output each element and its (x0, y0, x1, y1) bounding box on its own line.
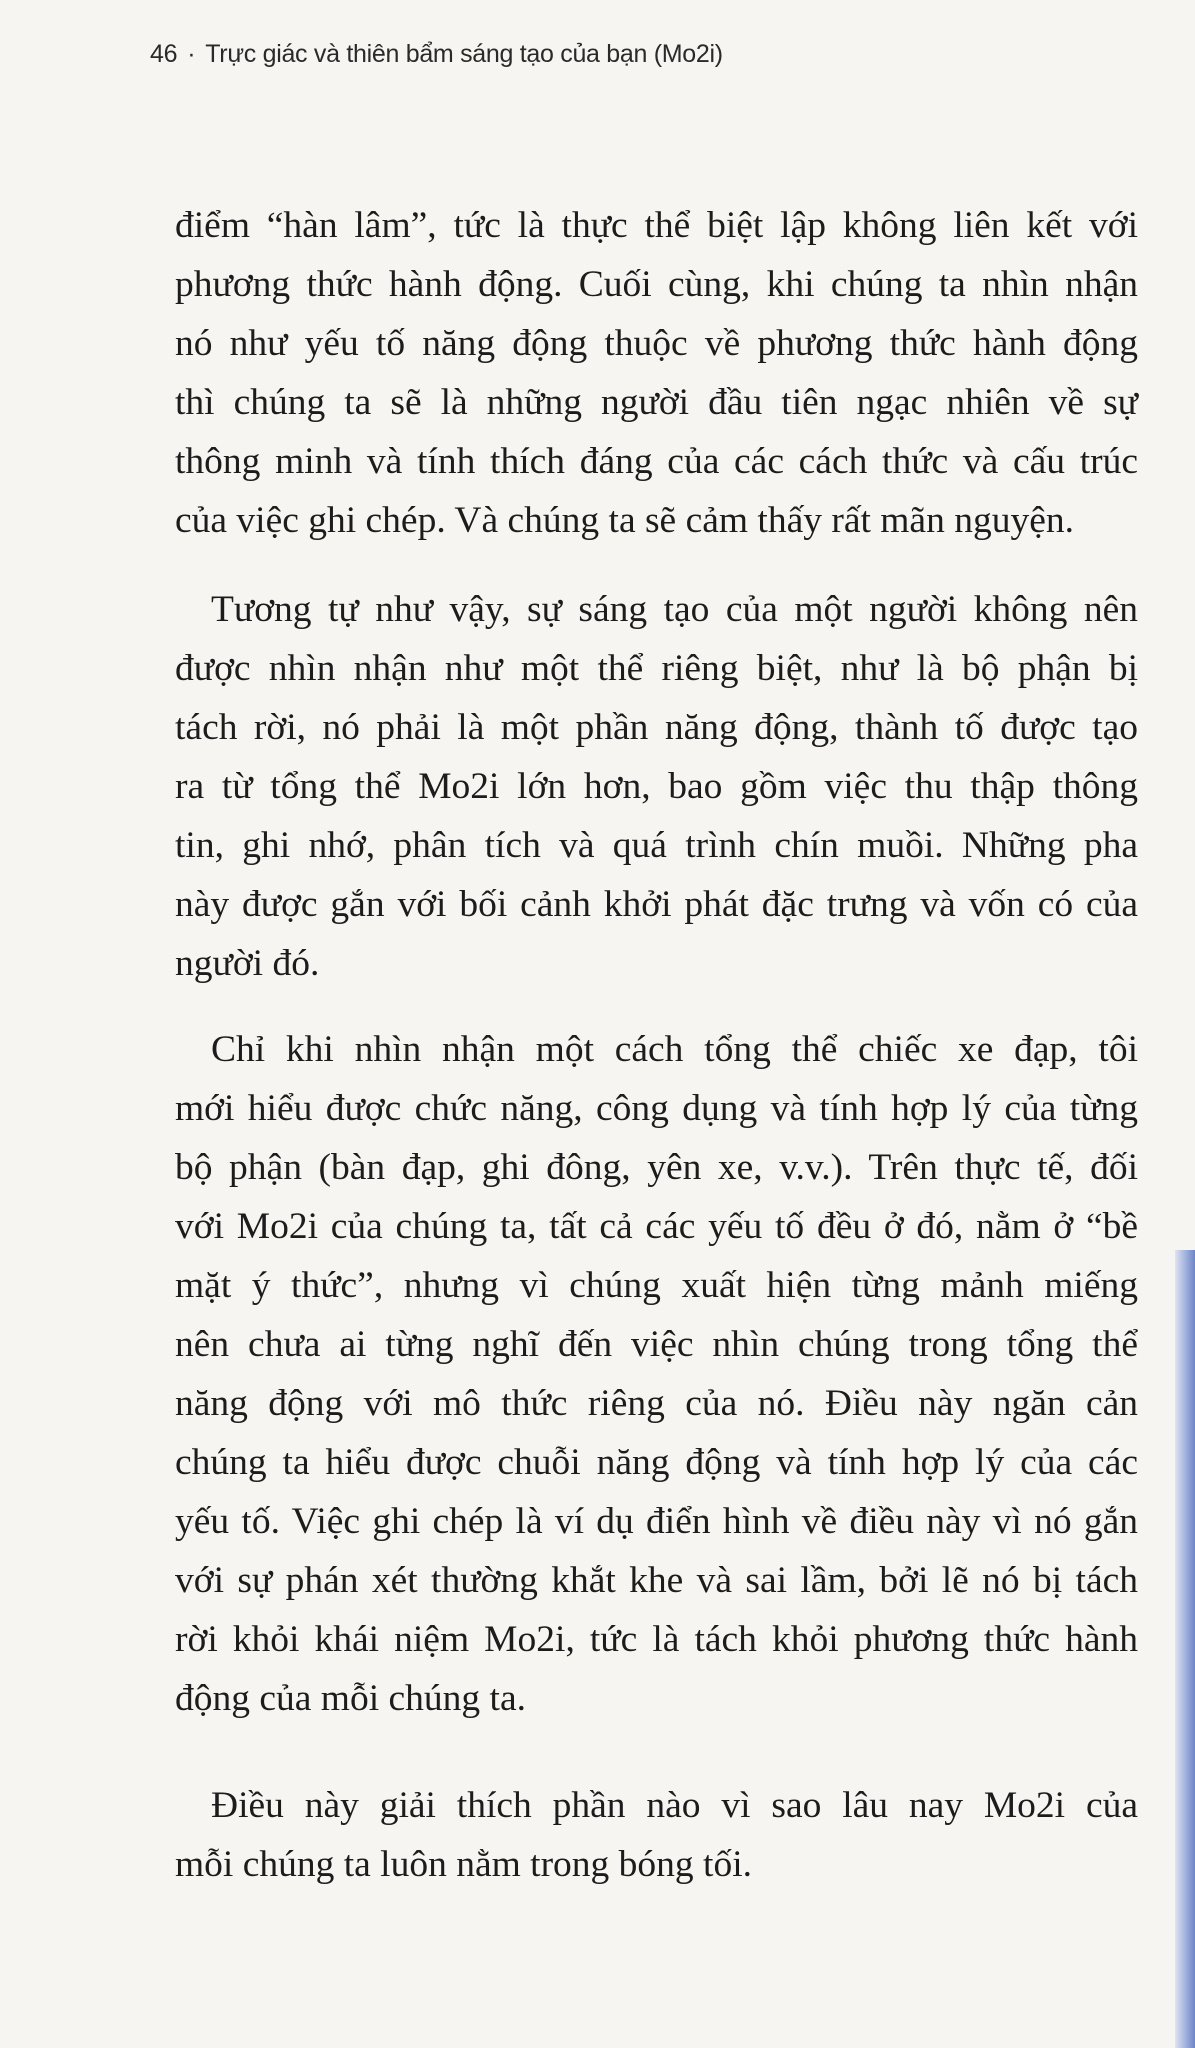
text-line: mặt ý thức”, nhưng vì chúng xuất hiện từng mảnh miếng (175, 1265, 1138, 1306)
text-line: mới hiểu được chức năng, công dụng và tính hợp lý của từng (175, 1088, 1138, 1129)
text-line: nên chưa ai từng nghĩ đến việc nhìn chúng trong tổng thể (175, 1324, 1138, 1365)
text-line: được nhìn nhận như một thể riêng biệt, như là bộ phận bị (175, 648, 1138, 689)
text-line: điểm “hàn lâm”, tức là thực thể biệt lập không liên kết với (175, 205, 1138, 246)
page-edge-strip (1175, 1250, 1195, 2048)
text-line: rời khỏi khái niệm Mo2i, tức là tách khỏi phương thức hành (175, 1619, 1138, 1660)
text-line: Chỉ khi nhìn nhận một cách tổng thể chiếc xe đạp, tôi (211, 1029, 1138, 1070)
page-number: 46 (150, 40, 178, 68)
text-line: mỗi chúng ta luôn nằm trong bóng tối. (175, 1844, 753, 1885)
text-line: của việc ghi chép. Và chúng ta sẽ cảm thấy rất mãn nguyện. (175, 500, 1074, 541)
text-line: chúng ta hiểu được chuỗi năng động và tính hợp lý của các (175, 1442, 1138, 1483)
text-line: ra từ tổng thể Mo2i lớn hơn, bao gồm việc thu thập thông (175, 766, 1138, 807)
text-line: người đó. (175, 943, 320, 984)
text-line: tin, ghi nhớ, phân tích và quá trình chín muồi. Những pha (175, 825, 1138, 866)
paragraph-4 (175, 1776, 1138, 1894)
header-separator: · (187, 40, 196, 68)
running-header (150, 40, 723, 69)
text-line: này được gắn với bối cảnh khởi phát đặc trưng và vốn có của (175, 884, 1138, 925)
text-line: bộ phận (bàn đạp, ghi đông, yên xe, v.v.). Trên thực tế, đối (175, 1147, 1138, 1188)
running-title: Trực giác và thiên bẩm sáng tạo của bạn (Mo2i) (205, 40, 723, 68)
text-line: phương thức hành động. Cuối cùng, khi chúng ta nhìn nhận (175, 264, 1138, 305)
text-line: nó như yếu tố năng động thuộc về phương thức hành động (175, 323, 1138, 364)
text-line: động của mỗi chúng ta. (175, 1678, 526, 1719)
text-line: thì chúng ta sẽ là những người đầu tiên ngạc nhiên về sự (175, 382, 1138, 423)
paragraph-3 (175, 1020, 1138, 1728)
text-line: với sự phán xét thường khắt khe và sai lầm, bởi lẽ nó bị tách (175, 1560, 1138, 1601)
text-line: thông minh và tính thích đáng của các cách thức và cấu trúc (175, 441, 1138, 482)
text-line: tách rời, nó phải là một phần năng động, thành tố được tạo (175, 707, 1138, 748)
text-line: Điều này giải thích phần nào vì sao lâu nay Mo2i của (211, 1785, 1138, 1826)
text-line: yếu tố. Việc ghi chép là ví dụ điển hình về điều này vì nó gắn (175, 1501, 1138, 1542)
paragraph-2 (175, 580, 1138, 993)
text-line: với Mo2i của chúng ta, tất cả các yếu tố đều ở đó, nằm ở “bề (175, 1206, 1138, 1247)
text-line: năng động với mô thức riêng của nó. Điều này ngăn cản (175, 1383, 1138, 1424)
text-line: Tương tự như vậy, sự sáng tạo của một người không nên (211, 589, 1138, 630)
paragraph-1 (175, 196, 1138, 550)
